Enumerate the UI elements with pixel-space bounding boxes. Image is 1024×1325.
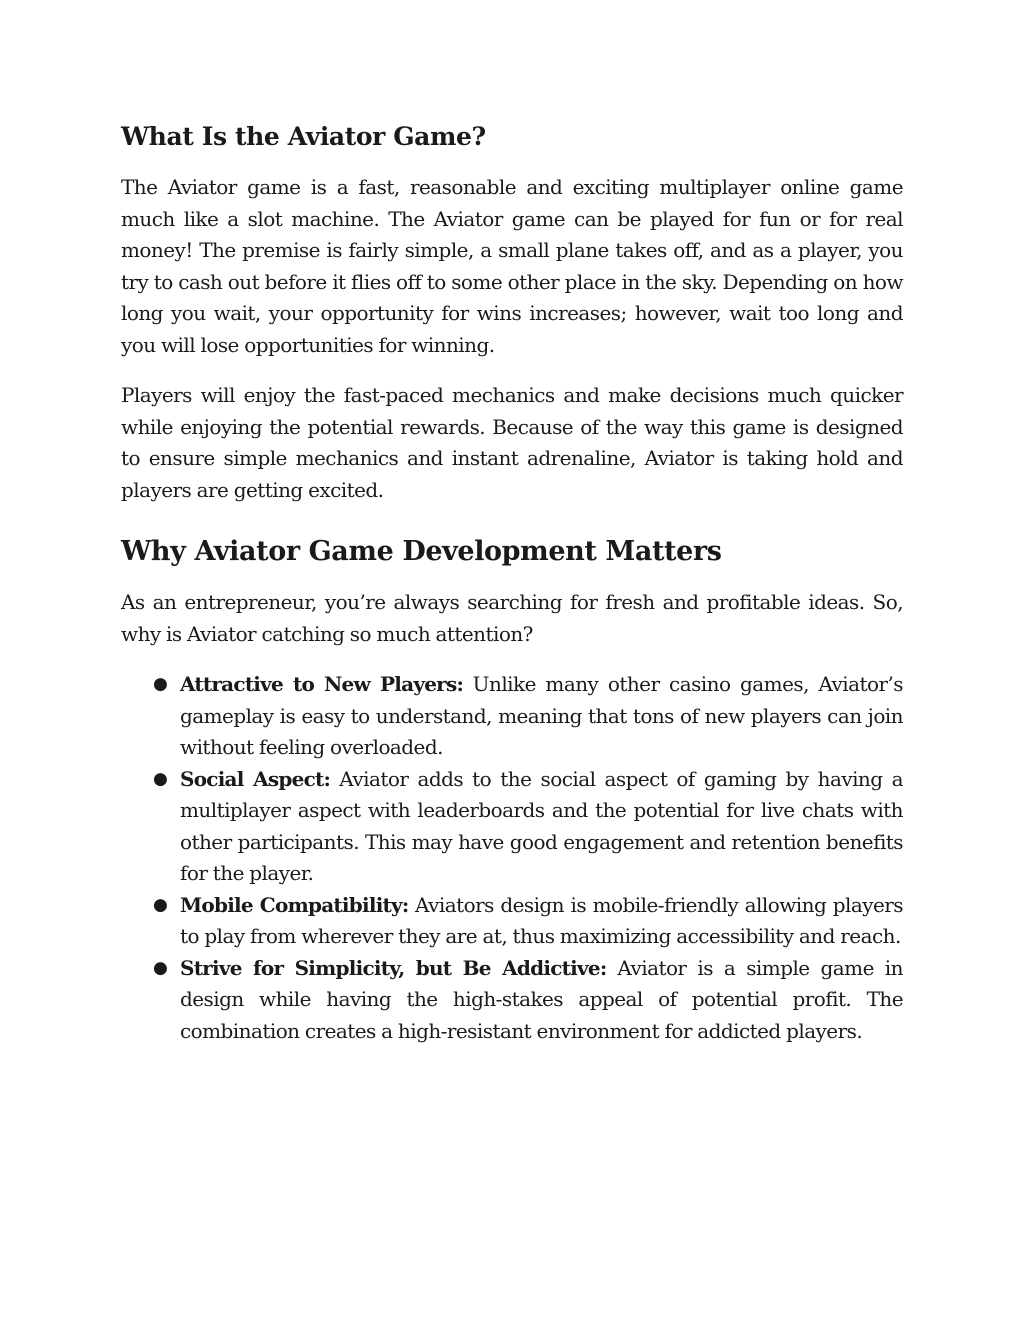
document-page bbox=[121, 115, 903, 1047]
list-item bbox=[121, 669, 903, 764]
list-item-term: Attractive to New Players: bbox=[180, 672, 464, 696]
list-item bbox=[121, 890, 903, 953]
paragraph-aviator-intro: The Aviator game is a fast, reasonable and exciting multiplayer online game much like a slot machine. The Aviator game can be played for fun or for real money! The premise is fairly simple, a small plane takes off, and as a player, you try to cash out before it flies off to some other place in the sky. Depending on how long you wait, your opportunity for wins increases; however, wait too long and you will lose opportunities for winning. bbox=[121, 175, 903, 357]
bullet-icon: ● bbox=[153, 768, 168, 789]
bullet-icon: ● bbox=[153, 957, 168, 978]
list-item-text: Unlike many other casino games, Aviator’s gameplay is easy to understand, meaning that tons of new players can join without feeling overloaded. bbox=[180, 672, 904, 759]
list-item-term: Strive for Simplicity, but Be Addictive: bbox=[180, 955, 607, 980]
list-item-text: Aviator adds to the social aspect of gaming by having a multiplayer aspect with leaderboards and the potential for live chats with other participants. This may have good engagement and retention benefits for the player. bbox=[180, 766, 903, 885]
list-item-text: Aviators design is mobile-friendly allowing players to play from wherever they are at, thus maximizing accessibility and reach. bbox=[180, 892, 903, 948]
list-item-text: Aviator is a simple game in design while having the high-stakes appeal of potential profit. The combination creates a high-resistant environment for addicted players. bbox=[180, 955, 903, 1043]
bullet-icon: ● bbox=[153, 894, 168, 915]
bullet-icon: ● bbox=[153, 674, 168, 694]
list-item-term: Social Aspect: bbox=[180, 766, 331, 791]
list-item-term: Mobile Compatibility: bbox=[180, 892, 409, 917]
section-heading-what-is-aviator: What Is the Aviator Game? bbox=[121, 122, 486, 151]
paragraph-aviator-players: Players will enjoy the fast-paced mechanics and make decisions much quicker while enjoying the potential rewards. Because of the way this game is designed to ensure simple mechanics and instant adrenaline, Aviator is taking hold and players are getting excited. bbox=[121, 383, 903, 502]
list-item bbox=[121, 764, 903, 890]
benefits-list bbox=[121, 669, 903, 1047]
section-heading-why-it-matters: Why Aviator Game Development Matters bbox=[121, 536, 722, 567]
paragraph-entrepreneur-intro: As an entrepreneur, you’re always searching for fresh and profitable ideas. So, why is Aviator catching so much attention? bbox=[121, 590, 903, 646]
list-item bbox=[121, 953, 903, 1048]
